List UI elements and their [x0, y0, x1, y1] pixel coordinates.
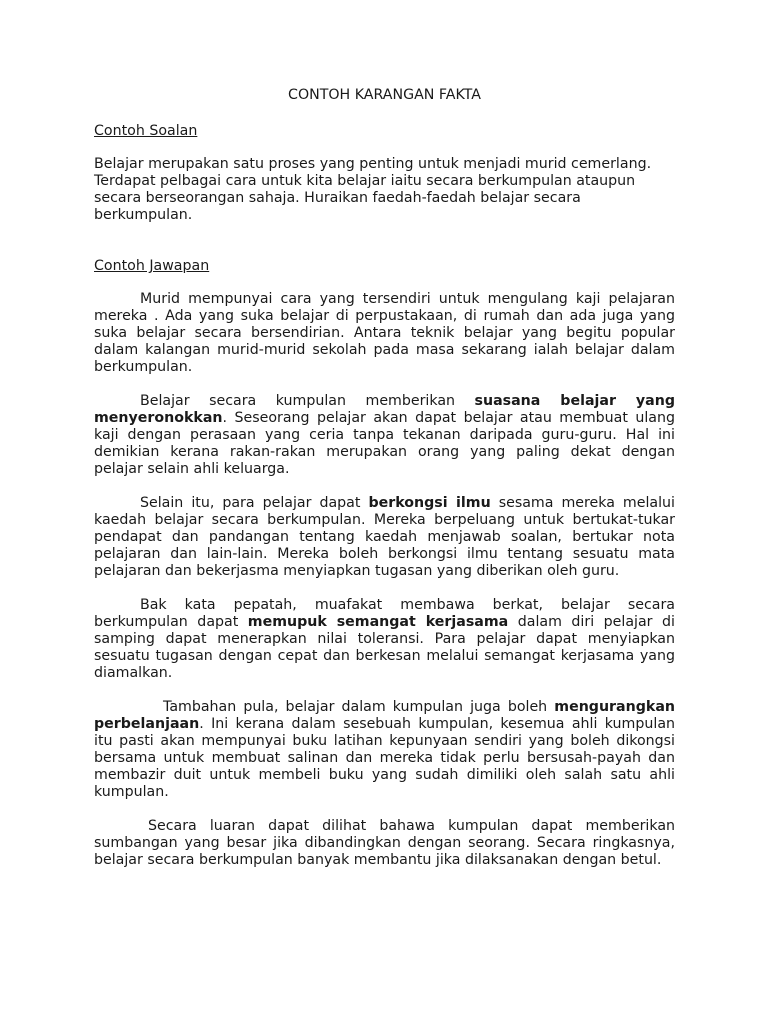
- question-line: Terdapat pelbagai cara untuk kita belajar iaitu secara berkumpulan ataupun secara berseorangan sahaja. Huraikan faedah-faedah belajar secara berkumpulan.: [94, 173, 636, 223]
- paragraph-text: sesama mereka melalui kaedah belajar secara berkumpulan. Mereka berpeluang untuk bertukat-tukar pendapat dan pandangan tentang kaedah menjawab soalan, bertukar nota pelajaran dan lain-lain. Mereka boleh berkongsi ilmu tentang sesuatu mata pelajaran dan bekerjasma menyiapkan tugasan yang diberikan oleh guru.: [94, 495, 675, 579]
- paragraph-text: . Seseorang pelajar akan dapat belajar atau membuat ulang kaji dengan perasaan yang ceria tanpa tekanan daripada guru-guru. Hal ini demikian kerana rakan-rakan merupakan orang yang paling dekat dengan pelajar selain ahli keluarga.: [94, 410, 675, 477]
- question-heading: Contoh Soalan: [94, 123, 198, 139]
- paragraph-text: . Ini kerana dalam sesebuah kumpulan, kesemua ahli kumpulan itu pasti akan mempunyai buku latihan kepunyaan sendiri yang boleh dikongsi bersama untuk membuat salinan dan mereka tidak perlu bersusah-payah dan membazir duit untuk membeli buku yang sudah dimiliki oleh salah satu ahli kumpulan.: [94, 716, 675, 800]
- answer-heading: Contoh Jawapan: [94, 258, 210, 274]
- question-line: Belajar merupakan satu proses yang penting untuk menjadi murid cemerlang.: [94, 156, 652, 172]
- document-page: [94, 87, 675, 886]
- answer-paragraph: [94, 699, 675, 801]
- bold-phrase: memupuk semangat kerjasama: [247, 614, 509, 630]
- paragraph-text: Belajar secara kumpulan memberikan: [140, 393, 475, 409]
- paragraph-text: Bak kata pepatah, muafakat membawa berkat, belajar secara berkumpulan dapat: [94, 597, 675, 630]
- paragraph-text: Tambahan pula, belajar dalam kumpulan juga boleh: [163, 699, 555, 715]
- question-block: [94, 156, 675, 224]
- answer-paragraph: [94, 393, 675, 478]
- document-title: CONTOH KARANGAN FAKTA: [288, 87, 481, 103]
- answer-paragraph: Secara luaran dapat dilihat bahawa kumpulan dapat memberikan sumbangan yang besar jika dibandingkan dengan seorang. Secara ringkasnya, belajar secara berkumpulan banyak membantu jika dilaksanakan dengan betul.: [94, 818, 675, 868]
- answer-paragraph: [94, 597, 675, 682]
- bold-phrase: suasana belajar yang menyeronokkan: [94, 393, 675, 426]
- bold-phrase: mengurangkan perbelanjaan: [94, 699, 675, 732]
- answer-paragraph: [94, 495, 675, 580]
- paragraph-text: Selain itu, para pelajar dapat: [140, 495, 369, 511]
- answer-paragraph: Murid mempunyai cara yang tersendiri untuk mengulang kaji pelajaran mereka . Ada yang suka belajar di perpustakaan, di rumah dan ada juga yang suka belajar secara bersendirian. Antara teknik belajar yang begitu popular dalam kalangan murid-murid sekolah pada masa sekarang ialah belajar dalam berkumpulan.: [94, 291, 675, 375]
- bold-phrase: berkongsi ilmu: [368, 495, 491, 511]
- paragraph-text: dalam diri pelajar di samping dapat menerapkan nilai toleransi. Para pelajar dapat menyiapkan sesuatu tugasan dengan cepat dan berkesan melalui semangat kerjasama yang diamalkan.: [94, 614, 675, 681]
